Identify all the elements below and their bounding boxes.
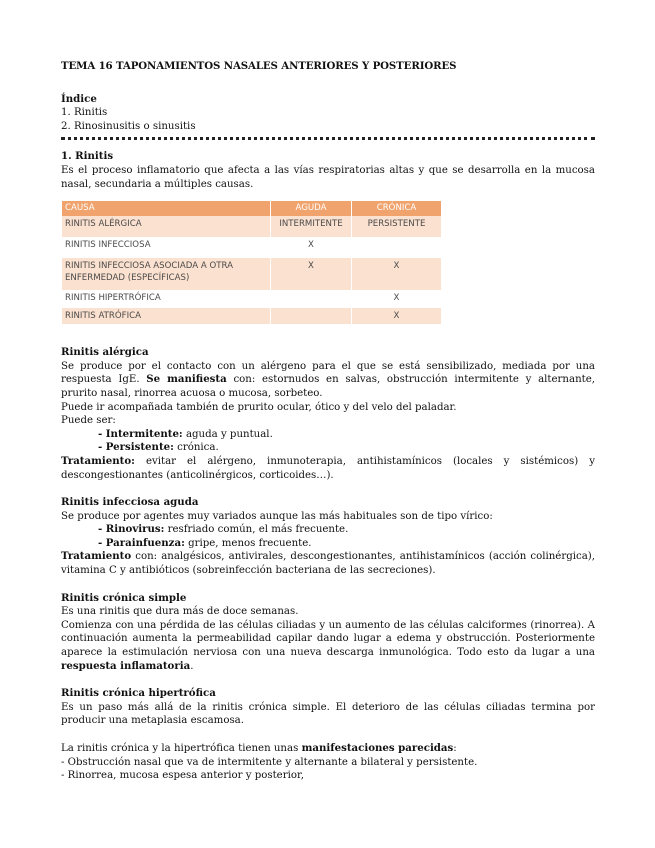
alergica-paragraph-3: Puede ser: bbox=[61, 415, 116, 427]
table-cell: RINITIS INFECCIOSA bbox=[62, 237, 271, 258]
table-header-causa: CAUSA bbox=[62, 201, 271, 216]
cronica-heading: Rinitis crónica simple bbox=[61, 591, 187, 604]
table-cell bbox=[352, 237, 442, 258]
index-item-2[interactable]: 2. Rinosinusitis o sinusitis bbox=[61, 120, 196, 132]
table-row bbox=[62, 308, 442, 324]
index-heading: Índice bbox=[61, 92, 97, 105]
table-cell: PERSISTENTE bbox=[352, 216, 442, 237]
table-cell: RINITIS INFECCIOSA ASOCIADA A OTRA ENFERMEDAD (ESPECÍFICAS) bbox=[62, 258, 271, 290]
table-header-row bbox=[62, 201, 442, 216]
hipertrofica-list-item-1: - Obstrucción nasal que va de intermitente y alternante a bilateral y persistente. bbox=[61, 756, 478, 768]
table-row bbox=[62, 258, 442, 290]
table-cell: X bbox=[352, 308, 442, 324]
alergica-bullet-persistente: - Persistente: crónica. bbox=[98, 441, 219, 454]
table-cell: X bbox=[352, 258, 442, 290]
document-title: TEMA 16 TAPONAMIENTOS NASALES ANTERIORES Y POSTERIORES bbox=[61, 60, 457, 72]
table-header-aguda: AGUDA bbox=[271, 201, 352, 216]
table-cell: RINITIS HIPERTRÓFICA bbox=[62, 290, 271, 308]
infecciosa-bullet-rinovirus: - Rinovirus: resfriado común, el más frecuente. bbox=[98, 523, 349, 536]
table-cell: RINITIS ATRÓFICA bbox=[62, 308, 271, 324]
alergica-heading: Rinitis alérgica bbox=[61, 346, 149, 359]
alergica-paragraph-1: Se produce por el contacto con un alérgeno para el que se está sensibilizado, mediada por una respuesta IgE. Se manifiesta con: estornudos en salvas, obstrucción intermitente y alternante, prurito nasal, rinorrea acuosa o mucosa, sorbeteo. bbox=[61, 360, 595, 399]
infecciosa-bullet-parainfuenza: - Parainfuenza: gripe, menos frecuente. bbox=[98, 536, 312, 549]
section-rinitis-heading: 1. Rinitis bbox=[61, 150, 114, 163]
table-row bbox=[62, 290, 442, 308]
section-rinitis-intro: Es el proceso inflamatorio que afecta a las vías respiratorias altas y que se desarrolla en la mucosa nasal, secundaria a múltiples causas. bbox=[61, 164, 595, 190]
cronica-paragraph-2: Comienza con una pérdida de las células ciliadas y un aumento de las células calciformes (rinorrea). A continuación aumenta la permeabilidad capilar dando lugar a edema y obstrucción. Posteriormente aparece la estimulación nerviosa con una nueva descarga inmunológica. Todo esto da lugar a una respuesta inflamatoria. bbox=[61, 619, 595, 672]
hipertrofica-paragraph-1: Es un paso más allá de la rinitis crónica simple. El deterioro de las células ciliadas termina por producir una metaplasia escamosa. bbox=[61, 701, 595, 727]
infecciosa-paragraph-1: Se produce por agentes muy variados aunque las más habituales son de tipo vírico: bbox=[61, 510, 493, 522]
causes-table bbox=[62, 201, 442, 324]
hipertrofica-list-item-2: - Rinorrea, mucosa espesa anterior y posterior, bbox=[61, 770, 304, 782]
document-page bbox=[61, 60, 595, 783]
dotted-divider bbox=[61, 137, 595, 143]
table-cell: X bbox=[352, 290, 442, 308]
cronica-paragraph-1: Es una rinitis que dura más de doce semanas. bbox=[61, 606, 299, 618]
table-cell: INTERMITENTE bbox=[271, 216, 352, 237]
hipertrofica-heading: Rinitis crónica hipertrófica bbox=[61, 687, 216, 700]
table-row bbox=[62, 237, 442, 258]
alergica-tratamiento: Tratamiento: evitar el alérgeno, inmunoterapia, antihistamínicos (locales y sistémicos) y descongestionantes (anticolinérgicos, corticoides…). bbox=[61, 454, 595, 481]
table-cell: X bbox=[271, 237, 352, 258]
index-item-1[interactable]: 1. Rinitis bbox=[61, 107, 108, 119]
alergica-paragraph-2: Puede ir acompañada también de prurito ocular, ótico y del velo del paladar. bbox=[61, 401, 457, 413]
alergica-bullet-intermitente: - Intermitente: aguda y puntual. bbox=[98, 427, 273, 440]
table-cell bbox=[271, 308, 352, 324]
table-cell bbox=[271, 290, 352, 308]
table-row bbox=[62, 216, 442, 237]
table-cell: RINITIS ALÉRGICA bbox=[62, 216, 271, 237]
hipertrofica-paragraph-2: La rinitis crónica y la hipertrófica tienen unas manifestaciones parecidas: bbox=[61, 742, 457, 754]
table-cell: X bbox=[271, 258, 352, 290]
infecciosa-heading: Rinitis infecciosa aguda bbox=[61, 496, 199, 509]
infecciosa-tratamiento: Tratamiento con: analgésicos, antivirales, descongestionantes, antihistamínicos (acción colinérgica), vitamina C y antibióticos (sobreinfección bacteriana de las secreciones). bbox=[61, 550, 595, 577]
table-header-cronica: CRÓNICA bbox=[352, 201, 442, 216]
